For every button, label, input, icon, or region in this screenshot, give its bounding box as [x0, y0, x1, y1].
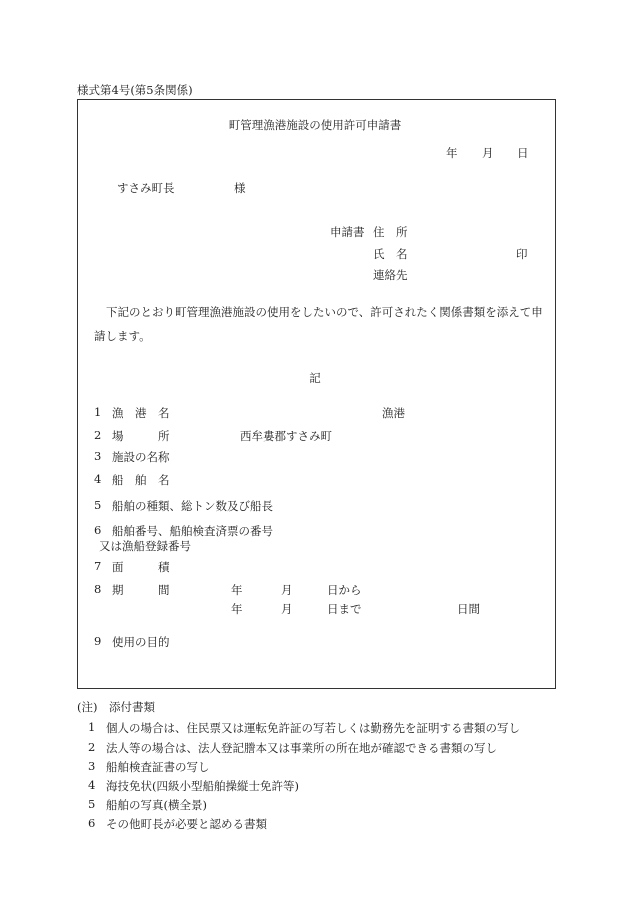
port-suffix: 漁港 — [382, 406, 405, 420]
period-days: 日間 — [457, 602, 480, 616]
item-number: 8 — [94, 582, 102, 596]
note-number: 1 — [88, 720, 96, 734]
form-label: 様式第4号(第5条関係) — [77, 83, 193, 97]
item-label-vessel-type: 船舶の種類、総トン数及び船長 — [112, 499, 273, 513]
item-number: 2 — [94, 428, 102, 442]
item-number: 7 — [94, 559, 102, 573]
note-text: 船舶検査証書の写し — [106, 760, 210, 774]
notes-header: (注) 添付書類 — [77, 700, 155, 714]
period-from-year: 年 — [231, 583, 243, 597]
form-title: 町管理漁港施設の使用許可申請書 — [228, 118, 402, 132]
item-number: 3 — [94, 449, 102, 463]
item-label-vessel-number: 船舶番号、船舶検査済票の番号 — [112, 524, 273, 538]
item-label-registration: 又は漁船登録番号 — [99, 539, 191, 553]
addressee-honorific: 様 — [234, 181, 246, 195]
note-number: 6 — [88, 816, 96, 830]
note-number: 2 — [88, 740, 96, 754]
item-number: 5 — [94, 498, 102, 512]
item-label-port: 漁 港 名 — [112, 406, 170, 420]
date-day: 日 — [517, 146, 529, 160]
date-month: 月 — [482, 146, 494, 160]
contact-label: 連絡先 — [373, 268, 408, 282]
item-label-facility: 施設の名称 — [112, 450, 170, 464]
seal-mark: 印 — [516, 247, 528, 261]
address-label: 住 所 — [373, 225, 408, 239]
location-value: 西牟婁郡すさみ町 — [240, 429, 332, 443]
note-number: 3 — [88, 759, 96, 773]
note-text: 海技免状(四級小型船舶操縦士免許等) — [106, 779, 299, 793]
ki-heading: 記 — [309, 371, 321, 385]
item-number: 9 — [94, 634, 102, 648]
item-number: 6 — [94, 523, 102, 537]
applicant-label: 申請書 — [330, 225, 365, 239]
period-from-month: 月 — [281, 583, 293, 597]
item-label-period: 期 間 — [112, 583, 170, 597]
item-label-vessel: 船 舶 名 — [112, 473, 170, 487]
item-label-location: 場 所 — [112, 429, 170, 443]
date-year: 年 — [446, 146, 458, 160]
note-text: 法人等の場合は、法人登記謄本又は事業所の所在地が確認できる書類の写し — [106, 741, 497, 755]
body-text-line2: 請します。 — [94, 329, 151, 343]
addressee-name: すさみ町長 — [117, 181, 175, 195]
item-number: 1 — [94, 405, 102, 419]
period-to-year: 年 — [231, 602, 243, 616]
period-from-day: 日から — [327, 583, 362, 597]
note-number: 5 — [88, 797, 96, 811]
item-label-purpose: 使用の目的 — [112, 635, 170, 649]
name-label: 氏 名 — [373, 247, 408, 261]
note-text: その他町長が必要と認める書類 — [106, 817, 267, 831]
item-number: 4 — [94, 472, 102, 486]
note-text: 個人の場合は、住民票又は運転免許証の写若しくは勤務先を証明する書類の写し — [106, 721, 520, 735]
note-number: 4 — [88, 778, 96, 792]
note-text: 船舶の写真(横全景) — [106, 798, 207, 812]
period-to-month: 月 — [281, 602, 293, 616]
item-label-area: 面 積 — [112, 560, 170, 574]
body-text-line1: 下記のとおり町管理漁港施設の使用をしたいので、許可されたく関係書類を添えて申 — [106, 305, 543, 319]
period-to-day: 日まで — [327, 602, 362, 616]
